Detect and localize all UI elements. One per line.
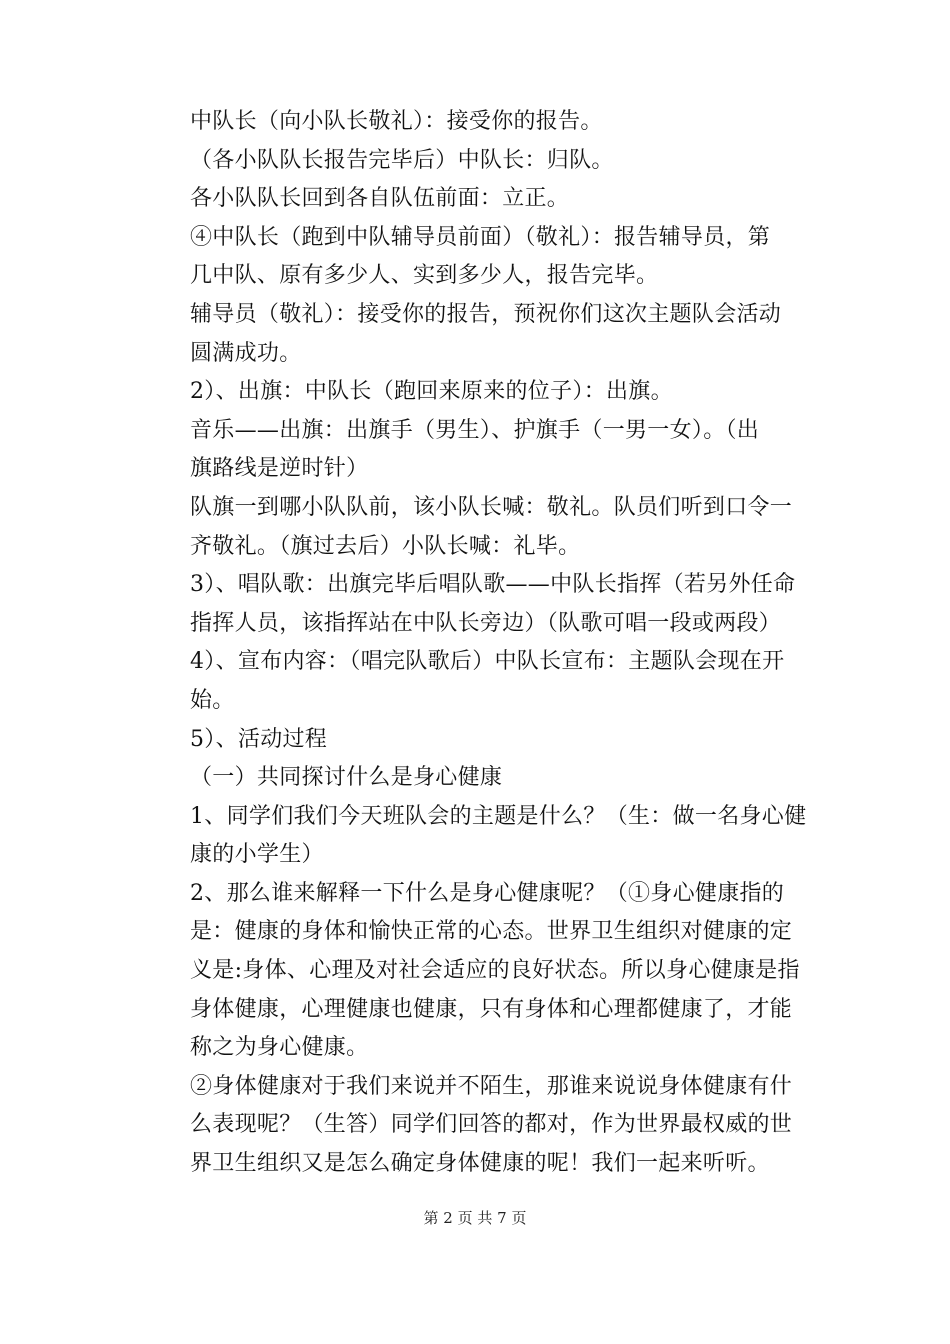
- text-line: 康的小学生）: [190, 842, 324, 868]
- text-line: ④中队长（跑到中队辅导员前面）（敬礼）：报告辅导员，第: [190, 224, 771, 250]
- text-line: 齐敬礼。（旗过去后）小队长喊：礼毕。: [190, 533, 581, 559]
- text-line: 旗路线是逆时针）: [190, 456, 369, 482]
- text-line: 称之为身心健康。: [190, 1035, 369, 1061]
- text-line: 圆满成功。: [190, 340, 302, 366]
- text-line: 各小队队长回到各自队伍前面：立正。: [190, 186, 570, 212]
- text-line: ②身体健康对于我们来说并不陌生，那谁来说说身体健康有什: [190, 1073, 793, 1099]
- text-line: 身体健康，心理健康也健康，只有身体和心理都健康了，才能: [190, 996, 793, 1022]
- text-line: 么表现呢？（生答）同学们回答的都对，作为世界最权威的世: [190, 1112, 793, 1138]
- document-body: [190, 103, 810, 1184]
- text-line: 1、同学们我们今天班队会的主题是什么？（生：做一名身心健: [190, 803, 807, 829]
- text-line: 音乐——出旗：出旗手（男生）、护旗手（一男一女）。（出: [190, 417, 760, 443]
- text-line: 3）、唱队歌：出旗完毕后唱队歌——中队长指挥（若另外任命: [190, 572, 796, 598]
- text-line: （一）共同探讨什么是身心健康: [190, 765, 503, 791]
- text-line: 队旗一到哪小队队前，该小队长喊：敬礼。队员们听到口令一: [190, 494, 793, 520]
- text-line: 是：健康的身体和愉快正常的心态。世界卫生组织对健康的定: [190, 919, 793, 945]
- text-line: 中队长（向小队长敬礼）：接受你的报告。: [190, 109, 603, 134]
- text-line: 5）、活动过程: [190, 726, 328, 752]
- text-line: 界卫生组织又是怎么确定身体健康的呢！我们一起来听听。: [190, 1151, 770, 1177]
- text-line: 始。: [190, 687, 235, 713]
- text-line: 4）、宣布内容：（唱完队歌后）中队长宣布：主题队会现在开: [190, 649, 785, 675]
- text-line: 义是:身体、心理及对社会适应的良好状态。所以身心健康是指: [190, 958, 800, 984]
- page-number-footer: 第 2 页 共 7 页: [423, 1209, 527, 1227]
- text-line: 2）、出旗：中队长（跑回来原来的位子）：出旗。: [190, 379, 673, 405]
- text-line: 辅导员（敬礼）：接受你的报告，预祝你们这次主题队会活动: [190, 301, 782, 327]
- text-line: （各小队队长报告完毕后）中队长：归队。: [190, 147, 614, 173]
- text-line: 2、那么谁来解释一下什么是身心健康呢？（①身心健康指的: [190, 880, 785, 906]
- text-line: 指挥人员，该指挥站在中队长旁边）（队歌可唱一段或两段）: [190, 610, 782, 636]
- text-line: 几中队、原有多少人、实到多少人，报告完毕。: [190, 263, 659, 289]
